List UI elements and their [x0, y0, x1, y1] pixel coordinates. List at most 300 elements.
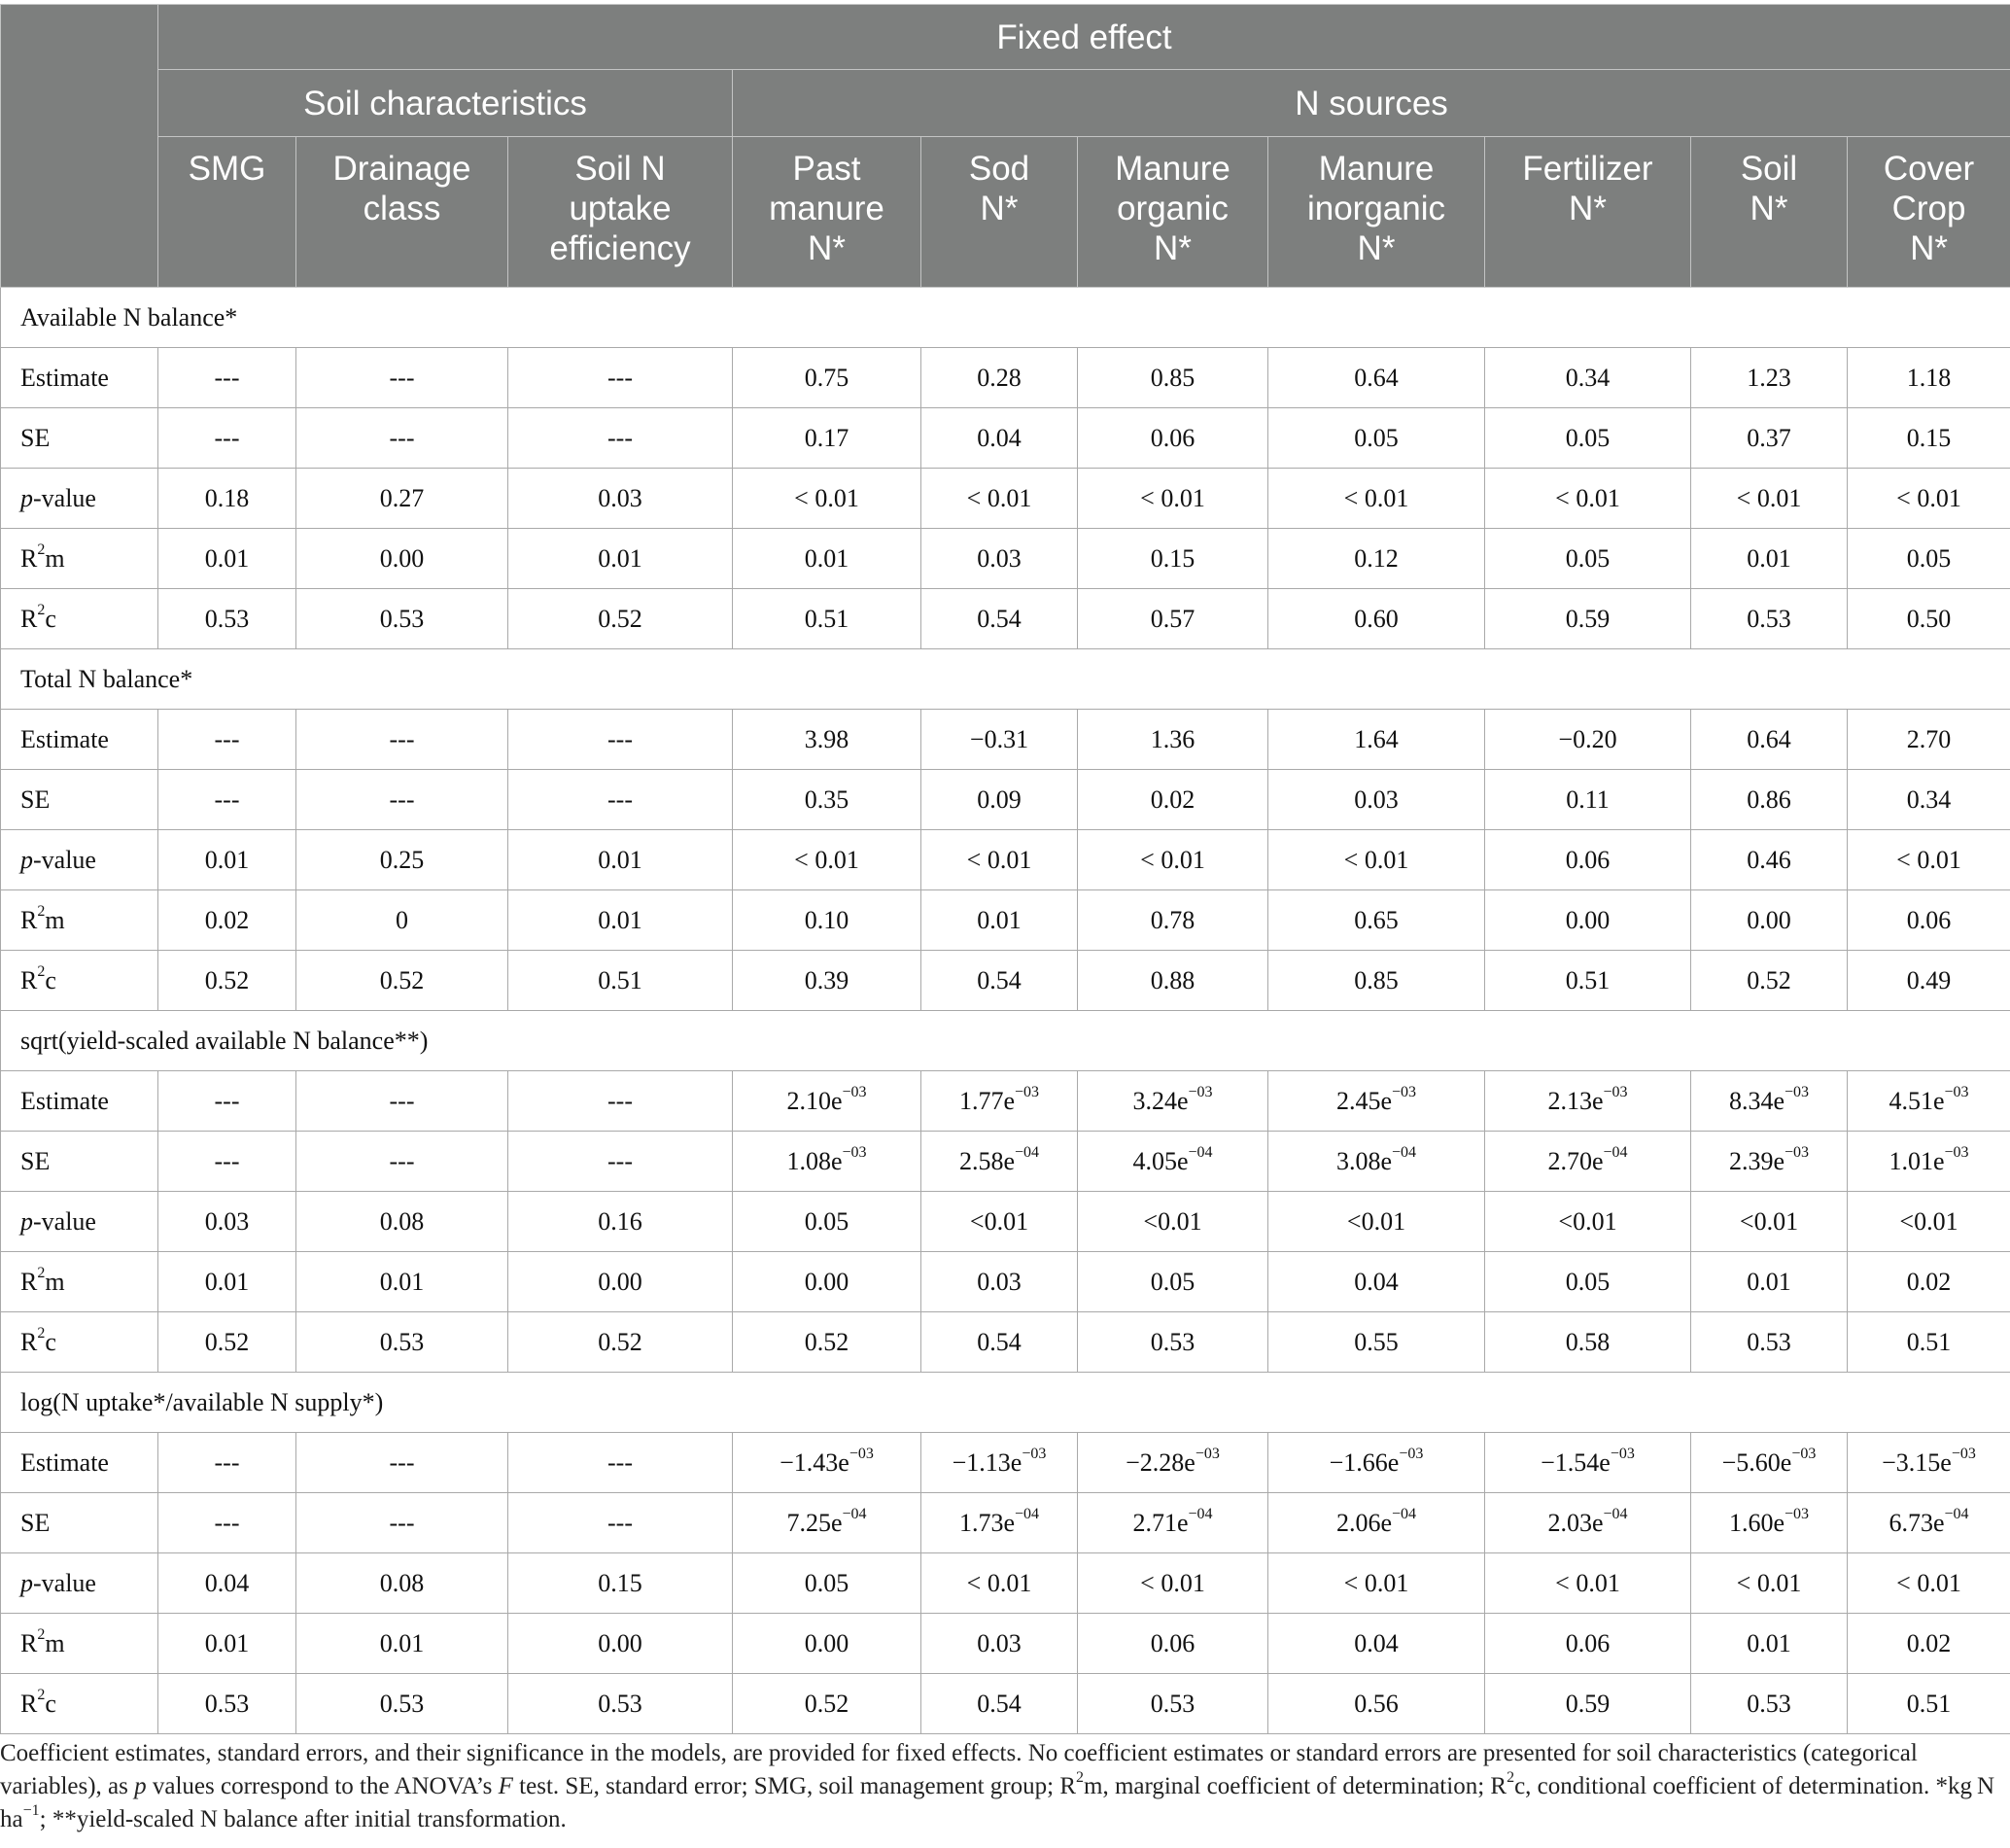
- column-header: [508, 137, 733, 288]
- table-cell: $2.13e^{-03}$: [1485, 1071, 1691, 1132]
- table-cell: 1.23: [1691, 348, 1848, 408]
- table-cell: < 0.01: [1268, 830, 1485, 890]
- table-cell: 0.53: [296, 589, 508, 649]
- exponent: −04: [1015, 1505, 1040, 1522]
- table-cell: 0.55: [1268, 1312, 1485, 1373]
- table-cell: 0.05: [733, 1553, 921, 1614]
- table-cell: 0.05: [1485, 408, 1691, 469]
- table-cell: 0.54: [921, 589, 1078, 649]
- column-header-text: Soil N uptake efficiency: [549, 150, 691, 267]
- table-cell: < 0.01: [1485, 1553, 1691, 1614]
- table-cell: <0.01: [1848, 1192, 2010, 1252]
- column-header: [296, 137, 508, 288]
- table-cell: <0.01: [1691, 1192, 1848, 1252]
- table-cell: ---: [508, 1132, 733, 1192]
- table-cell: 0.04: [158, 1553, 296, 1614]
- exponent: −04: [1392, 1143, 1417, 1161]
- table-cell: 0.01: [158, 1252, 296, 1312]
- column-header-text: Fertilizer N*: [1522, 150, 1653, 227]
- table-row: [1, 1614, 2010, 1674]
- group-title: log(N uptake*/available N supply*): [1, 1373, 2010, 1433]
- table-cell: 0.59: [1485, 589, 1691, 649]
- row-label: Estimate: [1, 1433, 158, 1493]
- exponent: −03: [1399, 1445, 1424, 1462]
- column-header: [921, 137, 1078, 288]
- table-cell: ---: [158, 1433, 296, 1493]
- exponent: −04: [1188, 1505, 1213, 1522]
- table-cell: ---: [296, 1132, 508, 1192]
- table-cell: 0.05: [1268, 408, 1485, 469]
- table-cell: <0.01: [921, 1192, 1078, 1252]
- table-cell: 3.98: [733, 710, 921, 770]
- exponent: −03: [849, 1445, 874, 1462]
- row-label: $R^2m$: [1, 890, 158, 951]
- table-cell: 0.54: [921, 1674, 1078, 1734]
- table-cell: $2.70e^{-04}$: [1485, 1132, 1691, 1192]
- table-cell: 2.70: [1848, 710, 2010, 770]
- table-cell: < 0.01: [1078, 1553, 1268, 1614]
- table-cell: ---: [158, 1493, 296, 1553]
- table-cell: 0.88: [1078, 951, 1268, 1011]
- group-header-row: [1, 288, 2010, 348]
- table-cell: ---: [158, 348, 296, 408]
- table-cell: 0.01: [1691, 1614, 1848, 1674]
- table-row: [1, 529, 2010, 589]
- table-cell: $1.08e^{-03}$: [733, 1132, 921, 1192]
- table-cell: 0.01: [733, 529, 921, 589]
- table-cell: 0.01: [158, 529, 296, 589]
- table-cell: 0.85: [1268, 951, 1485, 1011]
- table-cell: 0.00: [1691, 890, 1848, 951]
- exponent: −04: [1015, 1143, 1040, 1161]
- exponent: −03: [1944, 1143, 1969, 1161]
- table-cell: 0.65: [1268, 890, 1485, 951]
- table-row: [1, 1192, 2010, 1252]
- table-cell: 0.05: [1485, 1252, 1691, 1312]
- group-title: Available N balance*: [1, 288, 2010, 348]
- table-row: [1, 951, 2010, 1011]
- table-cell: 0.17: [733, 408, 921, 469]
- exponent: −03: [1785, 1083, 1810, 1100]
- table-cell: 0.00: [733, 1252, 921, 1312]
- exponent: −03: [1610, 1445, 1635, 1462]
- table-cell: 0.01: [1691, 529, 1848, 589]
- table-cell: 0.52: [733, 1312, 921, 1373]
- row-label: $R^2c$: [1, 1312, 158, 1373]
- exponent: −04: [1603, 1143, 1628, 1161]
- table-cell: ---: [508, 770, 733, 830]
- table-cell: 0.00: [508, 1252, 733, 1312]
- table-cell: 0.05: [1485, 529, 1691, 589]
- table-cell: 0.52: [733, 1674, 921, 1734]
- group-header-row: [1, 649, 2010, 710]
- table-cell: 0.15: [1848, 408, 2010, 469]
- exponent: −03: [1392, 1083, 1417, 1100]
- table-cell: 0.51: [1848, 1312, 2010, 1373]
- header-fixed-effect: Fixed effect: [158, 5, 2010, 70]
- table-cell: < 0.01: [1268, 1553, 1485, 1614]
- table-cell: 0.51: [1485, 951, 1691, 1011]
- exponent: −03: [1944, 1083, 1969, 1100]
- table-cell: 0.52: [158, 1312, 296, 1373]
- table-cell: 0.03: [921, 529, 1078, 589]
- row-label: SE: [1, 1493, 158, 1553]
- table-cell: < 0.01: [733, 830, 921, 890]
- row-label: Estimate: [1, 710, 158, 770]
- header-corner: [1, 5, 158, 288]
- row-label: SE: [1, 408, 158, 469]
- exponent: −03: [1022, 1445, 1047, 1462]
- table-cell: $8.34e^{-03}$: [1691, 1071, 1848, 1132]
- table-cell: 0.01: [508, 830, 733, 890]
- table-cell: 0.00: [508, 1614, 733, 1674]
- table-row: [1, 589, 2010, 649]
- table-row: [1, 1433, 2010, 1493]
- table-cell: ---: [296, 1493, 508, 1553]
- table-cell: ---: [158, 710, 296, 770]
- table-cell: 0.51: [733, 589, 921, 649]
- table-cell: 0.08: [296, 1192, 508, 1252]
- table-row: [1, 1312, 2010, 1373]
- table-cell: 0.34: [1848, 770, 2010, 830]
- table-cell: 0.53: [296, 1674, 508, 1734]
- column-header-text: Soil N*: [1740, 150, 1798, 227]
- column-header: [1485, 137, 1691, 288]
- table-cell: 0.53: [508, 1674, 733, 1734]
- table-cell: 0.51: [1848, 1674, 2010, 1734]
- row-label: Estimate: [1, 1071, 158, 1132]
- table-cell: 0.53: [1078, 1312, 1268, 1373]
- exponent: −04: [842, 1505, 867, 1522]
- column-header-text: SMG: [188, 150, 266, 188]
- exponent: −04: [1188, 1143, 1213, 1161]
- row-label: SE: [1, 1132, 158, 1192]
- column-header-text: Drainage class: [332, 150, 471, 227]
- group-header-row: [1, 1373, 2010, 1433]
- table-cell: 0.64: [1691, 710, 1848, 770]
- table-cell: < 0.01: [1078, 830, 1268, 890]
- header-n-sources: N sources: [733, 70, 2010, 137]
- table-cell: ---: [508, 1071, 733, 1132]
- exponent: −04: [1944, 1505, 1969, 1522]
- table-cell: ---: [158, 408, 296, 469]
- exponent: −03: [1785, 1143, 1810, 1161]
- table-cell: $-1.43e^{-03}$: [733, 1433, 921, 1493]
- column-header: [733, 137, 921, 288]
- table-row: [1, 830, 2010, 890]
- table-cell: $3.24e^{-03}$: [1078, 1071, 1268, 1132]
- table-cell: 0.15: [1078, 529, 1268, 589]
- column-header: [1268, 137, 1485, 288]
- table-cell: 1.18: [1848, 348, 2010, 408]
- table-cell: 0.27: [296, 469, 508, 529]
- table-cell: 0.03: [921, 1614, 1078, 1674]
- row-label: $R^2c$: [1, 589, 158, 649]
- row-label: p-value: [1, 469, 158, 529]
- table-cell: $2.45e^{-03}$: [1268, 1071, 1485, 1132]
- table-cell: < 0.01: [1848, 830, 2010, 890]
- table-cell: 0.04: [1268, 1252, 1485, 1312]
- column-header-text: Manure inorganic N*: [1306, 150, 1446, 267]
- exponent: −03: [1195, 1445, 1220, 1462]
- exponent: −03: [1603, 1083, 1628, 1100]
- table-cell: −0.31: [921, 710, 1078, 770]
- table-cell: $3.08e^{-04}$: [1268, 1132, 1485, 1192]
- table-cell: ---: [508, 408, 733, 469]
- table-cell: 1.36: [1078, 710, 1268, 770]
- table-cell: $2.06e^{-04}$: [1268, 1493, 1485, 1553]
- table-cell: $4.05e^{-04}$: [1078, 1132, 1268, 1192]
- table-cell: $1.77e^{-03}$: [921, 1071, 1078, 1132]
- table-cell: ---: [158, 770, 296, 830]
- table-cell: 0.06: [1848, 890, 2010, 951]
- table-cell: < 0.01: [1485, 469, 1691, 529]
- table-cell: −0.20: [1485, 710, 1691, 770]
- table-cell: < 0.01: [921, 469, 1078, 529]
- table-cell: <0.01: [1078, 1192, 1268, 1252]
- table-row: [1, 1553, 2010, 1614]
- table-cell: $-1.13e^{-03}$: [921, 1433, 1078, 1493]
- table-cell: 0.53: [1691, 589, 1848, 649]
- table-cell: 0.78: [1078, 890, 1268, 951]
- table-row: [1, 1132, 2010, 1192]
- table-cell: ---: [296, 1433, 508, 1493]
- table-cell: 0.06: [1078, 408, 1268, 469]
- table-cell: ---: [296, 408, 508, 469]
- table-cell: $2.58e^{-04}$: [921, 1132, 1078, 1192]
- table-cell: 0.01: [1691, 1252, 1848, 1312]
- table-cell: < 0.01: [1691, 1553, 1848, 1614]
- table-cell: $-5.60e^{-03}$: [1691, 1433, 1848, 1493]
- table-row: [1, 1252, 2010, 1312]
- table-cell: $1.73e^{-04}$: [921, 1493, 1078, 1553]
- table-cell: 0.85: [1078, 348, 1268, 408]
- table-cell: 0: [296, 890, 508, 951]
- table-cell: 0.02: [1848, 1614, 2010, 1674]
- table-cell: 0.53: [296, 1312, 508, 1373]
- table-cell: 0.54: [921, 1312, 1078, 1373]
- row-label: $R^2c$: [1, 951, 158, 1011]
- table-cell: < 0.01: [1078, 469, 1268, 529]
- column-header-text: Manure organic N*: [1115, 150, 1230, 267]
- table-cell: 0.53: [1078, 1674, 1268, 1734]
- table-cell: 0.02: [1078, 770, 1268, 830]
- row-label: SE: [1, 770, 158, 830]
- table-cell: < 0.01: [921, 830, 1078, 890]
- table-cell: $2.71e^{-04}$: [1078, 1493, 1268, 1553]
- table-row: [1, 770, 2010, 830]
- table-cell: 0.75: [733, 348, 921, 408]
- row-label: $R^2c$: [1, 1674, 158, 1734]
- table-cell: 0.57: [1078, 589, 1268, 649]
- table-cell: 0.16: [508, 1192, 733, 1252]
- table-cell: 0.10: [733, 890, 921, 951]
- table-cell: 0.53: [158, 589, 296, 649]
- table-cell: $7.25e^{-04}$: [733, 1493, 921, 1553]
- table-cell: 0.04: [921, 408, 1078, 469]
- exponent: −03: [842, 1143, 867, 1161]
- group-title: sqrt(yield-scaled available N balance**): [1, 1011, 2010, 1071]
- table-cell: ---: [158, 1071, 296, 1132]
- table-cell: 0.53: [1691, 1312, 1848, 1373]
- table-cell: ---: [508, 1493, 733, 1553]
- table-cell: 0.34: [1485, 348, 1691, 408]
- table-cell: < 0.01: [1848, 1553, 2010, 1614]
- table-cell: < 0.01: [1268, 469, 1485, 529]
- table-cell: 0.02: [1848, 1252, 2010, 1312]
- row-label: $R^2m$: [1, 1614, 158, 1674]
- header-soil-characteristics: Soil characteristics: [158, 70, 733, 137]
- table-cell: ---: [296, 1071, 508, 1132]
- table-cell: 0.02: [158, 890, 296, 951]
- table-cell: 0.86: [1691, 770, 1848, 830]
- table-cell: 0.52: [296, 951, 508, 1011]
- exponent: −03: [1015, 1083, 1040, 1100]
- table-row: [1, 1493, 2010, 1553]
- table-cell: 0.08: [296, 1553, 508, 1614]
- table-cell: 0.52: [158, 951, 296, 1011]
- table-cell: 0.09: [921, 770, 1078, 830]
- row-label: $R^2m$: [1, 1252, 158, 1312]
- table-cell: 0.05: [1848, 529, 2010, 589]
- table-cell: ---: [296, 770, 508, 830]
- table-cell: 0.01: [158, 1614, 296, 1674]
- table-cell: $2.03e^{-04}$: [1485, 1493, 1691, 1553]
- table-cell: <0.01: [1268, 1192, 1485, 1252]
- column-header-text: Cover Crop N*: [1883, 150, 1975, 267]
- table-cell: 0.06: [1485, 830, 1691, 890]
- table-row: [1, 469, 2010, 529]
- table-cell: ---: [508, 1433, 733, 1493]
- table-cell: $6.73e^{-04}$: [1848, 1493, 2010, 1553]
- table-cell: 0.01: [508, 529, 733, 589]
- table-cell: $2.39e^{-03}$: [1691, 1132, 1848, 1192]
- table-cell: 0.01: [158, 830, 296, 890]
- exponent: −03: [1951, 1445, 1976, 1462]
- table-row: [1, 710, 2010, 770]
- table-cell: 0.00: [296, 529, 508, 589]
- table-cell: ---: [296, 348, 508, 408]
- table-cell: < 0.01: [733, 469, 921, 529]
- column-header: [158, 137, 296, 288]
- column-header: [1848, 137, 2010, 288]
- column-header: [1691, 137, 1848, 288]
- table-footnote: Coefficient estimates, standard errors, and their significance in the models, are provided for fixed effects. No coefficient estimates or standard errors are presented for soil characteristics (categorical variables), as p values correspond to the ANOVA’s F test. SE, standard error; SMG, soil management group; $R^2m$, marginal coefficient of determination; $R^2c$, conditional coefficient of determination. *kg N $ha^{-1}$; **yield-scaled N balance after initial transformation.: [0, 1740, 2000, 1832]
- table-cell: ---: [508, 348, 733, 408]
- table-cell: 0.51: [508, 951, 733, 1011]
- table-cell: $4.51e^{-03}$: [1848, 1071, 2010, 1132]
- table-cell: ---: [508, 710, 733, 770]
- table-cell: 0.52: [508, 1312, 733, 1373]
- table-cell: 1.64: [1268, 710, 1485, 770]
- table-cell: 0.60: [1268, 589, 1485, 649]
- table-cell: ---: [158, 1132, 296, 1192]
- table-cell: 0.49: [1848, 951, 2010, 1011]
- table-cell: 0.53: [1691, 1674, 1848, 1734]
- table-cell: < 0.01: [921, 1553, 1078, 1614]
- table-cell: ---: [296, 710, 508, 770]
- column-header-text: Sod N*: [968, 150, 1030, 227]
- row-label: Estimate: [1, 348, 158, 408]
- table-cell: <0.01: [1485, 1192, 1691, 1252]
- exponent: −03: [1785, 1505, 1810, 1522]
- table-cell: 0.05: [1078, 1252, 1268, 1312]
- table-cell: 0.15: [508, 1553, 733, 1614]
- exponent: −04: [1603, 1505, 1628, 1522]
- table-cell: 0.54: [921, 951, 1078, 1011]
- table-cell: 0.52: [1691, 951, 1848, 1011]
- table-cell: $-3.15e^{-03}$: [1848, 1433, 2010, 1493]
- table-cell: $1.01e^{-03}$: [1848, 1132, 2010, 1192]
- table-row: [1, 348, 2010, 408]
- table-cell: 0.59: [1485, 1674, 1691, 1734]
- table-cell: 0.01: [296, 1614, 508, 1674]
- table-cell: 0.01: [296, 1252, 508, 1312]
- table-cell: 0.37: [1691, 408, 1848, 469]
- exponent: −03: [1791, 1445, 1817, 1462]
- table-cell: $-1.66e^{-03}$: [1268, 1433, 1485, 1493]
- table-row: [1, 890, 2010, 951]
- table-row: [1, 1071, 2010, 1132]
- table-cell: 0.56: [1268, 1674, 1485, 1734]
- group-title: Total N balance*: [1, 649, 2010, 710]
- table-cell: 0.39: [733, 951, 921, 1011]
- column-header-text: Past manure N*: [769, 150, 884, 267]
- table-cell: 0.25: [296, 830, 508, 890]
- table-cell: < 0.01: [1691, 469, 1848, 529]
- group-header-row: [1, 1011, 2010, 1071]
- table-row: [1, 408, 2010, 469]
- table-cell: 0.35: [733, 770, 921, 830]
- table-cell: 0.06: [1078, 1614, 1268, 1674]
- table-cell: 0.00: [733, 1614, 921, 1674]
- table-cell: 0.06: [1485, 1614, 1691, 1674]
- table-cell: $-2.28e^{-03}$: [1078, 1433, 1268, 1493]
- table-cell: 0.28: [921, 348, 1078, 408]
- table-cell: 0.52: [508, 589, 733, 649]
- row-label: p-value: [1, 1553, 158, 1614]
- table-cell: $-1.54e^{-03}$: [1485, 1433, 1691, 1493]
- table-cell: 0.50: [1848, 589, 2010, 649]
- table-cell: 0.03: [1268, 770, 1485, 830]
- exponent: −03: [1188, 1083, 1213, 1100]
- table-cell: 0.11: [1485, 770, 1691, 830]
- table-cell: 0.46: [1691, 830, 1848, 890]
- table-cell: 0.53: [158, 1674, 296, 1734]
- table-cell: 0.12: [1268, 529, 1485, 589]
- table-cell: 0.64: [1268, 348, 1485, 408]
- table-cell: $1.60e^{-03}$: [1691, 1493, 1848, 1553]
- exponent: −03: [842, 1083, 867, 1100]
- column-header: [1078, 137, 1268, 288]
- table-cell: 0.00: [1485, 890, 1691, 951]
- table-cell: < 0.01: [1848, 469, 2010, 529]
- exponent: −04: [1392, 1505, 1417, 1522]
- row-label: $R^2m$: [1, 529, 158, 589]
- table-cell: 0.03: [508, 469, 733, 529]
- table-cell: 0.04: [1268, 1614, 1485, 1674]
- table-cell: 0.58: [1485, 1312, 1691, 1373]
- table-cell: 0.03: [158, 1192, 296, 1252]
- table-cell: 0.05: [733, 1192, 921, 1252]
- table-row: [1, 1674, 2010, 1734]
- table-cell: 0.01: [921, 890, 1078, 951]
- table-cell: 0.18: [158, 469, 296, 529]
- table-cell: 0.03: [921, 1252, 1078, 1312]
- results-table: [0, 4, 2010, 1734]
- table-cell: $2.10e^{-03}$: [733, 1071, 921, 1132]
- table-cell: 0.01: [508, 890, 733, 951]
